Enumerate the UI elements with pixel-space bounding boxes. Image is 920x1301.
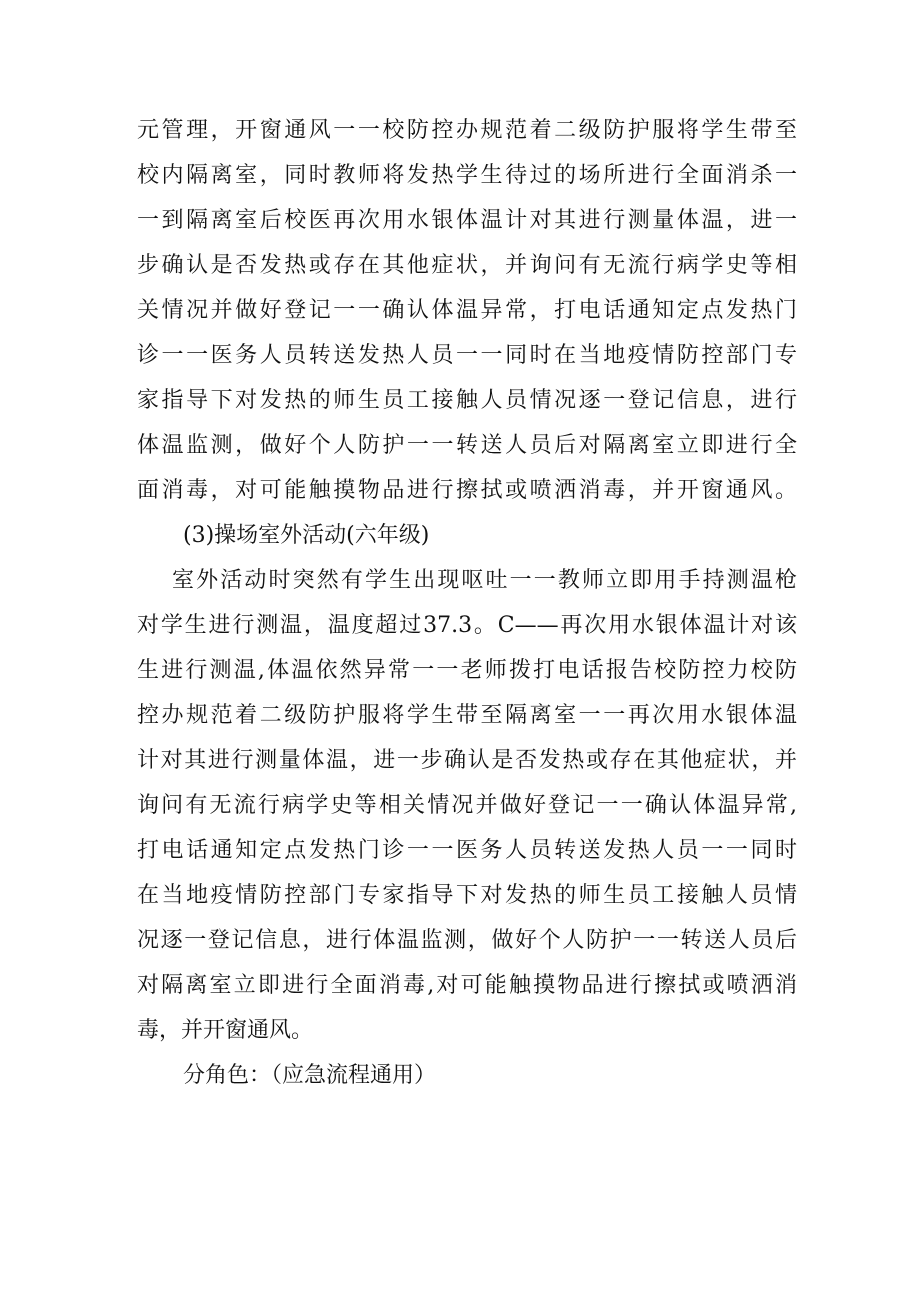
section-heading: (3)操场室外活动(六年级) bbox=[183, 523, 430, 548]
paragraph-line: 诊一一医务人员转送发热人员一一同时在当地疫情防控部门专 bbox=[137, 343, 797, 368]
paragraph-line: 毒，并开窗通风。 bbox=[137, 1018, 314, 1043]
roles-label: 分角色：（应急流程通用） bbox=[183, 1063, 437, 1088]
paragraph-line: 室外活动时突然有学生出现呕吐一一教师立即用手持测温枪 bbox=[172, 568, 797, 593]
paragraph-line: 步确认是否发热或存在其他症状，并询问有无流行病学史等相 bbox=[137, 253, 797, 278]
paragraph-line: 对隔离室立即进行全面消毒,对可能触摸物品进行擦拭或喷洒消 bbox=[137, 973, 797, 998]
paragraph-line: 询问有无流行病学史等相关情况并做好登记一一确认体温异常, bbox=[137, 793, 797, 818]
paragraph-line: 生进行测温,体温依然异常一一老师拨打电话报告校防控力校防 bbox=[137, 658, 797, 683]
paragraph-line: 家指导下对发热的师生员工接触人员情况逐一登记信息，进行 bbox=[137, 388, 797, 413]
paragraph-line: 体温监测，做好个人防护一一转送人员后对隔离室立即进行全 bbox=[137, 433, 797, 458]
paragraph-line: 打电话通知定点发热门诊一一医务人员转送发热人员一一同时 bbox=[137, 838, 797, 863]
paragraph-line: 校内隔离室，同时教师将发热学生待过的场所进行全面消杀一 bbox=[137, 163, 797, 188]
paragraph-line: 在当地疫情防控部门专家指导下对发热的师生员工接触人员情 bbox=[137, 883, 797, 908]
paragraph-line: 况逐一登记信息，进行体温监测，做好个人防护一一转送人员后 bbox=[137, 928, 797, 953]
paragraph-line: 关情况并做好登记一一确认体温异常，打电话通知定点发热门 bbox=[137, 298, 797, 323]
paragraph-line: 计对其进行测量体温，进一步确认是否发热或存在其他症状，并 bbox=[137, 748, 797, 773]
paragraph-line: 对学生进行测温，温度超过37.3。C——再次用水银体温计对该 bbox=[137, 613, 797, 638]
paragraph-line: 控办规范着二级防护服将学生带至隔离室一一再次用水银体温 bbox=[137, 703, 797, 728]
paragraph-line: 一到隔离室后校医再次用水银体温计对其进行测量体温，进一 bbox=[137, 208, 797, 233]
paragraph-line: 元管理，开窗通风一一校防控办规范着二级防护服将学生带至 bbox=[137, 118, 797, 143]
paragraph-line: 面消毒，对可能触摸物品进行擦拭或喷洒消毒，并开窗通风。 bbox=[137, 478, 797, 503]
